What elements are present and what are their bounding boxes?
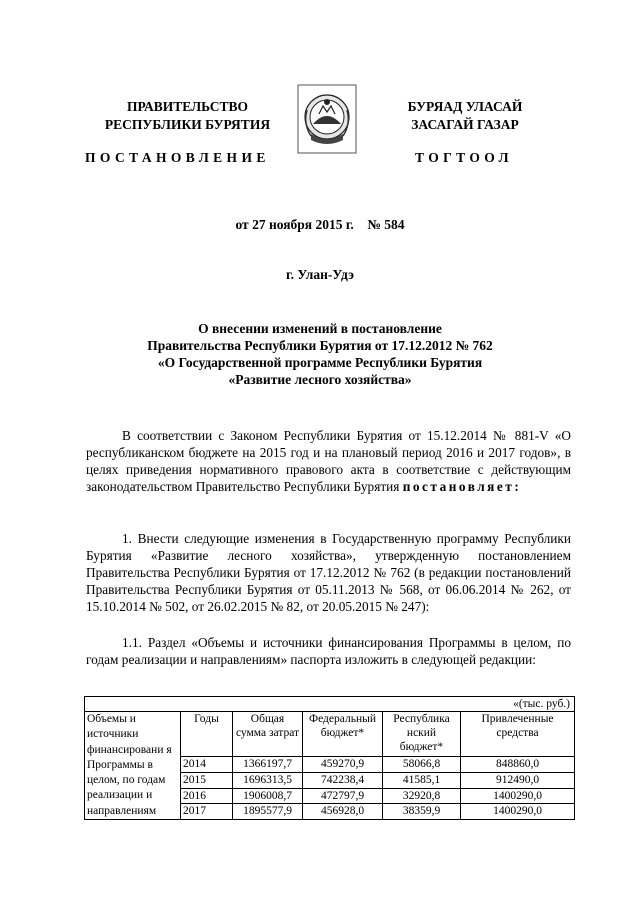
item-1-1-text: 1.1. Раздел «Объемы и источники финансирования Программы в целом, по годам реализации и направлениям» паспорта изложить в следующей редакции: — [86, 635, 571, 667]
cell-year: 2015 — [181, 772, 233, 788]
header-left-line2: РЕСПУБЛИКИ БУРЯТИЯ — [104, 117, 271, 132]
cell-attracted: 848860,0 — [461, 757, 575, 773]
cell-total: 1895577,9 — [233, 804, 303, 820]
document-title — [0, 320, 640, 388]
cell-federal: 459270,9 — [303, 757, 383, 773]
cell-year: 2014 — [181, 757, 233, 773]
cell-republican: 32920,8 — [383, 788, 461, 804]
header-years: Годы — [181, 712, 233, 757]
cell-federal: 742238,4 — [303, 772, 383, 788]
doc-type-right: ТОГТООЛ — [415, 150, 513, 165]
title-line-2: Правительства Республики Бурятия от 17.12.2012 № 762 — [147, 338, 493, 353]
item-1-text: 1. Внести следующие изменения в Государственную программу Республики Бурятия «Развитие лесного хозяйства», утвержденную постановлением Правительства Республики Бурятия от 17.12.2012 № 762 (в редакции постановлений Правительства Республики Бурятия от 05.11.2013 № 568, от 06.06.2014 № 262, от 15.10.2014 № 502, от 26.02.2015 № 82, от 20.05.2015 № 247): — [86, 531, 571, 614]
title-line-3: «О Государственной программе Республики Бурятия — [157, 355, 483, 370]
header-federal: Федеральный бюджет* — [303, 712, 383, 757]
header-right — [370, 98, 560, 134]
item-1-paragraph — [86, 530, 571, 615]
coat-of-arms-icon — [297, 84, 357, 154]
title-line-4: «Развитие лесного хозяйства» — [228, 372, 412, 387]
cell-year: 2017 — [181, 804, 233, 820]
header-left-line1: ПРАВИТЕЛЬСТВО — [126, 99, 248, 114]
cell-total: 1696313,5 — [233, 772, 303, 788]
document-city: г. Улан-Удэ — [286, 267, 354, 282]
header-republican: Республика нский бюджет* — [383, 712, 461, 757]
header-right-line1: БУРЯАД УЛАСАЙ — [407, 99, 523, 114]
document-number: № 584 — [367, 217, 405, 232]
cell-federal: 472797,9 — [303, 788, 383, 804]
item-1-1-paragraph — [86, 634, 571, 668]
cell-total: 1366197,7 — [233, 757, 303, 773]
header-attracted: Привлеченные средства — [461, 712, 575, 757]
preamble-paragraph — [86, 427, 571, 495]
cell-attracted: 1400290,0 — [461, 788, 575, 804]
cell-year: 2016 — [181, 788, 233, 804]
cell-federal: 456928,0 — [303, 804, 383, 820]
cell-total: 1906008,7 — [233, 788, 303, 804]
header-left — [85, 98, 290, 134]
cell-republican: 38359,9 — [383, 804, 461, 820]
financing-table — [84, 696, 575, 820]
header-total: Общая сумма затрат — [233, 712, 303, 757]
preamble-verb: постановляет: — [402, 479, 522, 494]
title-line-1: О внесении изменений в постановление — [198, 321, 442, 336]
cell-attracted: 1400290,0 — [461, 804, 575, 820]
doc-type-left: ПОСТАНОВЛЕНИЕ — [85, 150, 270, 165]
header-right-line2: ЗАСАГАЙ ГАЗАР — [411, 117, 519, 132]
preamble-text: В соответствии с Законом Республики Бурятия от 15.12.2014 № 881-V «О республиканском бюджете на 2015 год и на плановый период 2016 и 2017 годов», в целях приведения нормативного правового акта в соответствие с действующим законодательством Правительство Республики Бурятия — [86, 428, 571, 494]
date-number-line — [0, 217, 640, 233]
cell-republican: 41585,1 — [383, 772, 461, 788]
cell-attracted: 912490,0 — [461, 772, 575, 788]
cell-republican: 58066,8 — [383, 757, 461, 773]
unit-note: «(тыс. руб.) — [85, 697, 575, 712]
document-date: от 27 ноября 2015 г. — [235, 217, 354, 232]
row-label: Объемы и источники финансировани я Программы в целом, по годам реализации и направлениям — [85, 712, 181, 820]
financing-table-wrapper — [84, 696, 574, 820]
